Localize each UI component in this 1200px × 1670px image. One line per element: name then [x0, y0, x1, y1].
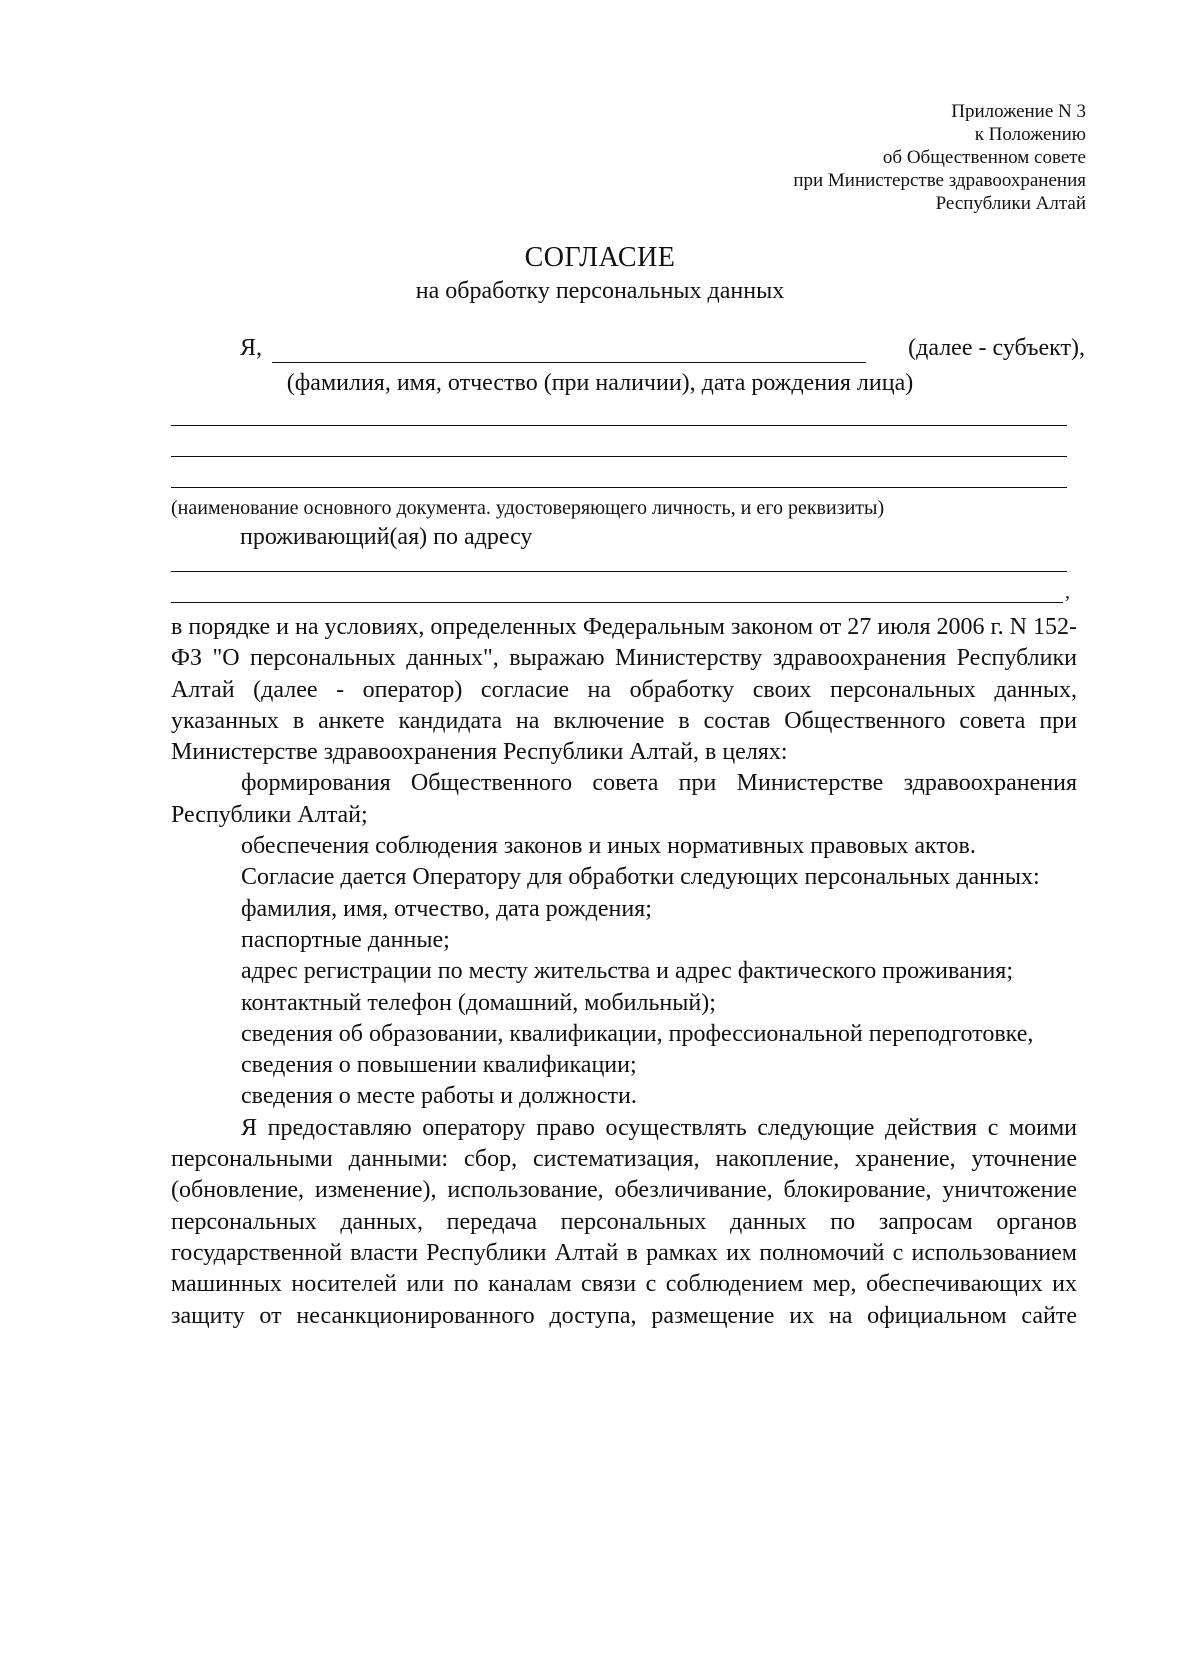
consent-body [171, 612, 1077, 1332]
fio-caption: (фамилия, имя, отчество (при наличии), дата рождения лица) [286, 370, 914, 396]
appendix-line: Приложение N 3 [951, 101, 1086, 122]
document-subtitle: на обработку персональных данных [415, 278, 785, 304]
address-end-comma: , [1065, 581, 1070, 603]
appendix-line: при Министерстве здравоохранения [793, 170, 1086, 191]
appendix-line: об Общественном совете [882, 147, 1086, 168]
list-item: адрес регистрации по месту жительства и адрес фактического проживания; [241, 958, 1014, 985]
appendix-header [793, 100, 1086, 215]
document-blank-line [171, 487, 1067, 488]
address-blank-line [171, 602, 1063, 603]
document-blank-line [171, 456, 1067, 457]
list-item: фамилия, имя, отчество, дата рождения; [241, 895, 652, 922]
address-blank-line [171, 571, 1067, 572]
appendix-line: к Положению [974, 124, 1086, 145]
list-item: сведения о месте работы и должности. [241, 1083, 637, 1110]
paragraph: в порядке и на условиях, определенных Федеральным законом от 27 июля 2006 г. N 152-ФЗ "О персональных данных", выражаю Министерству здравоохранения Республики Алтай (далее - оператор) согласие на обработку своих персональных данных, указанных в анкете кандидата на включение в состав Общественного совета при Министерстве здравоохранения Республики Алтай, в целях: [171, 614, 1077, 766]
list-item: контактный телефон (домашний, мобильный); [241, 989, 716, 1016]
document-title: СОГЛАСИЕ [524, 242, 676, 273]
paragraph: обеспечения соблюдения законов и иных нормативных правовых актов. [241, 833, 976, 860]
appendix-line: Республики Алтай [935, 193, 1086, 214]
paragraph: Согласие дается Оператору для обработки следующих персональных данных: [241, 864, 1040, 891]
paragraph: формирования Общественного совета при Министерстве здравоохранения Республики Алтай; [171, 770, 1077, 828]
subject-row [240, 335, 1085, 369]
document-caption: (наименование основного документа. удостоверяющего личность, и его реквизиты) [171, 497, 885, 519]
document-blank-line [171, 425, 1067, 426]
list-item: сведения о повышении квалификации; [241, 1052, 637, 1079]
subject-name-blank [272, 362, 866, 363]
list-item: сведения об образовании, квалификации, профессиональной переподготовке, [241, 1020, 1034, 1047]
subject-prefix: Я, [240, 335, 263, 361]
subject-suffix: (далее - субъект), [908, 335, 1085, 361]
paragraph: Я предоставляю оператору право осуществлять следующие действия с моими персональными данными: сбор, систематизация, накопление, хранение, уточнение (обновление, изменение), использование, обезличивание, блокирование, уничтожение персональных данных, передача персональных данных по запросам органов государственной власти Республики Алтай в рамках их полномочий с использованием машинных носителей или по каналам связи с соблюдением мер, обеспечивающих их защиту от несанкционированного доступа, размещение их на официальном сайте [171, 1114, 1077, 1329]
address-label: проживающий(ая) по адресу [240, 524, 533, 550]
list-item: паспортные данные; [241, 926, 450, 953]
